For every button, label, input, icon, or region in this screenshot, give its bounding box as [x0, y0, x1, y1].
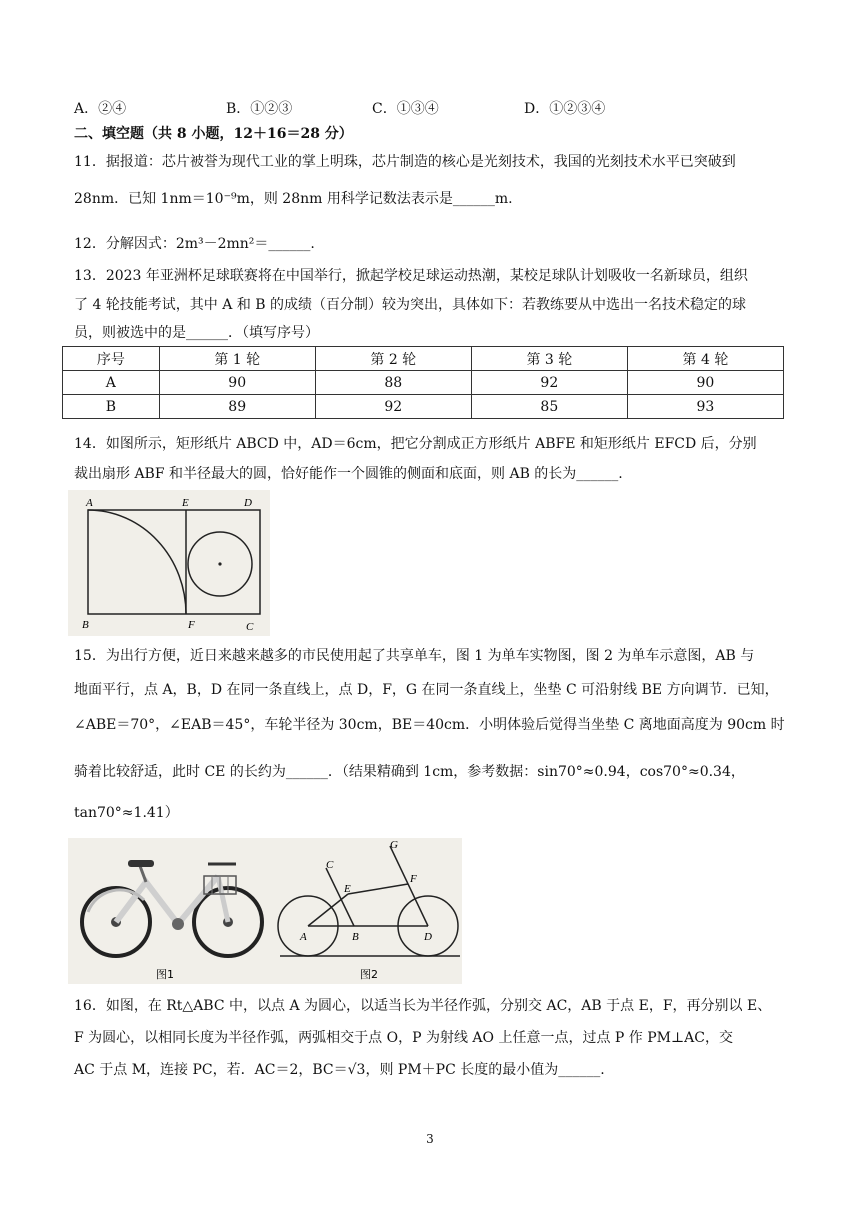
- table-header-cell: 第 2 轮: [315, 347, 471, 371]
- q14-figure: [68, 490, 270, 636]
- table-cell: 92: [315, 395, 471, 419]
- table-cell: 85: [471, 395, 627, 419]
- q14-line2: 裁出扇形 ABF 和半径最大的圆，恰好能作一个圆锥的侧面和底面，则 AB 的长为______.: [74, 466, 623, 482]
- fig2-label-a: A: [300, 931, 307, 943]
- label-e: E: [182, 497, 189, 509]
- q16-line2: F 为圆心，以相同长度为半径作弧，两弧相交于点 O，P 为射线 AO 上任意一点，过点 P 作 PM⊥AC，交: [74, 1030, 733, 1046]
- table-cell: 93: [627, 395, 783, 419]
- bicycle-diagram: [278, 839, 460, 981]
- q15-line3: ∠ABE＝70°，∠EAB＝45°，车轮半径为 30cm，BE＝40cm．小明体验后觉得当坐垫 C 离地面高度为 90cm 时: [74, 717, 785, 733]
- table-cell: A: [63, 371, 160, 395]
- table-header-row: [63, 347, 784, 371]
- fig1-caption: 图1: [156, 968, 174, 981]
- label-b: B: [82, 619, 89, 631]
- label-a: A: [86, 497, 93, 509]
- table-cell: 89: [159, 395, 315, 419]
- q12-text: 12．分解因式：2m³－2mn²＝______.: [74, 236, 315, 252]
- fig2-label-d: D: [424, 931, 432, 943]
- q11-line1: 11．据报道：芯片被誉为现代工业的掌上明珠，芯片制造的核心是光刻技术，我国的光刻技术水平已突破到: [74, 154, 736, 170]
- option-b: B．①②③: [226, 101, 293, 117]
- label-d: D: [244, 497, 252, 509]
- table-row: [63, 395, 784, 419]
- bicycle-photo: [82, 860, 262, 981]
- table-cell: 92: [471, 371, 627, 395]
- rectangle-diagram: [68, 490, 270, 636]
- option-d: D．①②③④: [524, 101, 606, 117]
- table-cell: 88: [315, 371, 471, 395]
- page-number: 3: [426, 1132, 434, 1146]
- q15-line4: 骑着比较舒适，此时 CE 的长约为______．（结果精确到 1cm，参考数据：sin70°≈0.94，cos70°≈0.34，: [74, 764, 745, 780]
- q16-line1: 16．如图，在 Rt△ABC 中，以点 A 为圆心，以适当长为半径作弧，分别交 AC，AB 于点 E，F，再分别以 E、: [74, 998, 772, 1014]
- option-a: A．②④: [74, 101, 127, 117]
- answer-options: [74, 98, 774, 120]
- q15-figures: [68, 838, 462, 984]
- score-table: [62, 346, 784, 419]
- q13-line2: 了 4 轮技能考试，其中 A 和 B 的成绩（百分制）较为突出，具体如下：若教练要从中选出一名技术稳定的球: [74, 297, 747, 313]
- q11-line2: 28nm．已知 1nm＝10⁻⁹m，则 28nm 用科学记数法表示是______m.: [74, 191, 513, 207]
- q15-line1: 15．为出行方便，近日来越来越多的市民使用起了共享单车，图 1 为单车实物图，图 2 为单车示意图，AB 与: [74, 648, 755, 664]
- fig2-label-e: E: [344, 883, 351, 895]
- fig2-label-c: C: [326, 859, 334, 871]
- label-f: F: [188, 619, 195, 631]
- label-c: C: [246, 621, 254, 633]
- table-row: [63, 371, 784, 395]
- table-header-cell: 第 3 轮: [471, 347, 627, 371]
- table-cell: 90: [159, 371, 315, 395]
- option-c: C．①③④: [372, 101, 439, 117]
- bicycle-figures: [68, 838, 462, 984]
- fig2-label-f: F: [410, 873, 417, 885]
- fig2-label-g: G: [390, 839, 398, 851]
- table-header-cell: 第 1 轮: [159, 347, 315, 371]
- q16-line3: AC 于点 M，连接 PC，若．AC＝2，BC＝√3，则 PM＋PC 长度的最小值为______.: [74, 1062, 605, 1078]
- q13-line1: 13．2023 年亚洲杯足球联赛将在中国举行，掀起学校足球运动热潮，某校足球队计划吸收一名新球员，组织: [74, 268, 748, 284]
- section-title: 二、填空题（共 8 小题，12＋16＝28 分）: [74, 126, 353, 142]
- q13-line3: 员，则被选中的是______．（填写序号）: [74, 325, 319, 341]
- q15-line5: tan70°≈1.41）: [74, 805, 179, 821]
- fig2-label-b: B: [352, 931, 359, 943]
- table-header-cell: 序号: [63, 347, 160, 371]
- table-header-cell: 第 4 轮: [627, 347, 783, 371]
- table-cell: 90: [627, 371, 783, 395]
- table-cell: B: [63, 395, 160, 419]
- q15-line2: 地面平行，点 A，B，D 在同一条直线上，点 D，F，G 在同一条直线上，坐垫 C 可沿射线 BE 方向调节．已知，: [74, 682, 779, 698]
- q14-line1: 14．如图所示，矩形纸片 ABCD 中，AD＝6cm，把它分割成正方形纸片 ABFE 和矩形纸片 EFCD 后，分别: [74, 436, 757, 452]
- fig2-caption: 图2: [360, 968, 378, 981]
